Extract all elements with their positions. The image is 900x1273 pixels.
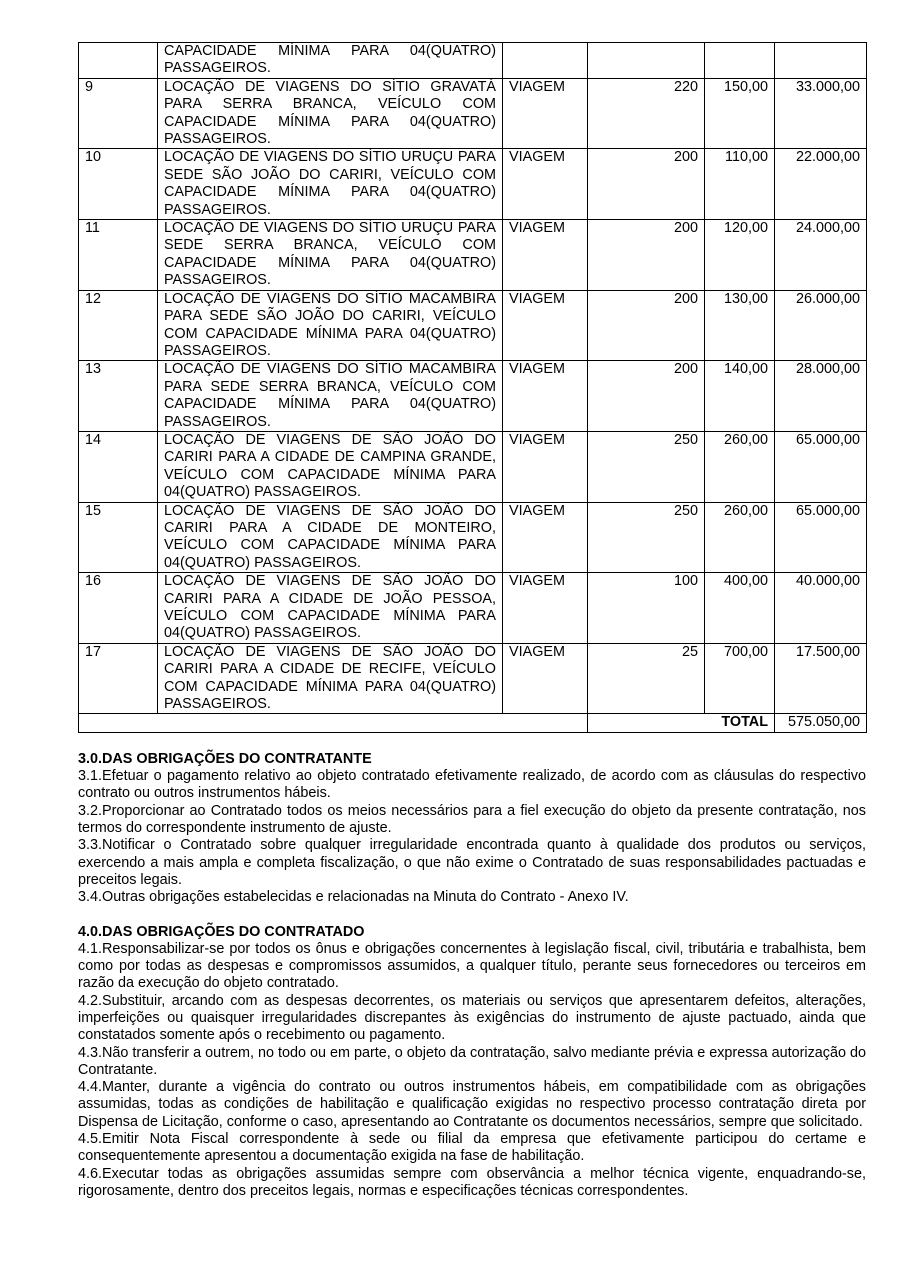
table-row [79,431,867,502]
description-cell: LOCAÇÃO DE VIAGENS DE SÃO JOÃO DO CARIRI PARA A CIDADE DE MONTEIRO, VEÍCULO COM CAPACIDADE MÍNIMA PARA 04(QUATRO) PASSAGEIROS. [158,502,503,573]
unit-price-cell: 260,00 [705,431,775,502]
unit-price-cell: 120,00 [705,220,775,291]
table-row [79,361,867,432]
quantity-cell: 25 [588,643,705,714]
quantity-cell: 100 [588,573,705,644]
item-number-cell: 17 [79,643,158,714]
table-row [79,290,867,361]
description-cell: LOCAÇÃO DE VIAGENS DO SÍTIO URUÇU PARA SEDE SÃO JOÃO DO CARIRI, VEÍCULO COM CAPACIDADE MÍNIMA PARA 04(QUATRO) PASSAGEIROS. [158,149,503,220]
section-3-paragraph: 3.2.Proporcionar ao Contratado todos os meios necessários para a fiel execução do objeto da presente contratação, nos termos do correspondente instrumento de ajuste. [78,802,866,837]
quantity-cell: 200 [588,220,705,291]
unit-price-cell [705,43,775,79]
total-cell: 17.500,00 [775,643,867,714]
total-cell: 24.000,00 [775,220,867,291]
quantity-cell: 200 [588,361,705,432]
quantity-cell: 250 [588,502,705,573]
section-3-heading: 3.0.DAS OBRIGAÇÕES DO CONTRATANTE [78,750,372,767]
description-cell: LOCAÇÃO DE VIAGENS DE SÃO JOÃO DO CARIRI PARA A CIDADE DE JOÃO PESSOA, VEÍCULO COM CAPACIDADE MÍNIMA PARA 04(QUATRO) PASSAGEIROS. [158,573,503,644]
table-row [79,643,867,714]
description-cell: LOCAÇÃO DE VIAGENS DO SÍTIO URUÇU PARA SEDE SERRA BRANCA, VEÍCULO COM CAPACIDADE MÍNIMA PARA 04(QUATRO) PASSAGEIROS. [158,220,503,291]
unit-cell: VIAGEM [503,290,588,361]
unit-cell: VIAGEM [503,361,588,432]
unit-price-cell: 140,00 [705,361,775,432]
table-row [79,43,867,79]
item-number-cell: 12 [79,290,158,361]
description-cell: LOCAÇÃO DE VIAGENS DE SÃO JOÃO DO CARIRI PARA A CIDADE DE RECIFE, VEÍCULO COM CAPACIDADE MÍNIMA PARA 04(QUATRO) PASSAGEIROS. [158,643,503,714]
unit-cell: VIAGEM [503,220,588,291]
quantity-cell: 220 [588,78,705,149]
contractor-obligations-section [78,751,866,907]
total-cell: 65.000,00 [775,502,867,573]
total-row-blank [79,714,588,732]
quantity-cell: 250 [588,431,705,502]
item-number-cell [79,43,158,79]
unit-cell: VIAGEM [503,431,588,502]
unit-price-cell: 700,00 [705,643,775,714]
section-4-paragraph: 4.6.Executar todas as obrigações assumidas sempre com observância a melhor técnica vigente, enquadrando-se, rigorosamente, dentro dos preceitos legais, normas e especificações técnicas correspondentes. [78,1165,866,1199]
quantity-cell [588,43,705,79]
total-cell: 65.000,00 [775,431,867,502]
total-cell: 40.000,00 [775,573,867,644]
section-4-heading: 4.0.DAS OBRIGAÇÕES DO CONTRATADO [78,923,365,940]
unit-price-cell: 150,00 [705,78,775,149]
section-3-paragraph: 3.1.Efetuar o pagamento relativo ao objeto contratado efetivamente realizado, de acordo com as cláusulas do respectivo contrato ou outros instrumentos hábeis. [78,768,866,802]
description-cell: LOCAÇÃO DE VIAGENS DO SÍTIO MACAMBIRA PARA SEDE SERRA BRANCA, VEÍCULO COM CAPACIDADE MÍNIMA PARA 04(QUATRO) PASSAGEIROS. [158,361,503,432]
total-cell: 28.000,00 [775,361,867,432]
description-cell: LOCAÇÃO DE VIAGENS DO SÍTIO MACAMBIRA PARA SEDE SÃO JOÃO DO CARIRI, VEÍCULO COM CAPACIDADE MÍNIMA PARA 04(QUATRO) PASSAGEIROS. [158,290,503,361]
table-row [79,573,867,644]
description-cell: LOCAÇÃO DE VIAGENS DE SÃO JOÃO DO CARIRI PARA A CIDADE DE CAMPINA GRANDE, VEÍCULO COM CAPACIDADE MÍNIMA PARA 04(QUATRO) PASSAGEIROS. [158,431,503,502]
section-4-paragraph: 4.3.Não transferir a outrem, no todo ou em parte, o objeto da contratação, salvo mediante prévia e expressa autorização do Contratante. [78,1044,866,1078]
quantity-cell: 200 [588,149,705,220]
table-row [79,502,867,573]
item-number-cell: 10 [79,149,158,220]
item-number-cell: 11 [79,220,158,291]
section-4-paragraph: 4.1.Responsabilizar-se por todos os ônus e obrigações concernentes à legislação fiscal, civil, tributária e trabalhista, bem como por todas as despesas e compromissos assumidos, a qualquer título, perante seus fornecedores ou terceiros em razão da execução do objeto contratado. [78,940,866,992]
total-cell: 33.000,00 [775,78,867,149]
unit-cell: VIAGEM [503,573,588,644]
unit-price-cell: 400,00 [705,573,775,644]
unit-cell [503,43,588,79]
items-table [78,42,867,733]
description-cell: CAPACIDADE MÍNIMA PARA 04(QUATRO) PASSAGEIROS. [158,43,503,79]
table-row [79,78,867,149]
total-value: 575.050,00 [775,714,867,732]
total-cell: 22.000,00 [775,149,867,220]
section-4-paragraph: 4.4.Manter, durante a vigência do contrato ou outros instrumentos hábeis, em compatibilidade com as obrigações assumidas, todas as condições de habilitação e qualificação exigidas no respectivo processo contratação direta por Dispensa de Licitação, conforme o caso, apresentando ao Contratante os documentos necessários, sempre que solicitado. [78,1079,866,1130]
section-3-paragraph: 3.4.Outras obrigações estabelecidas e relacionadas na Minuta do Contrato - Anexo IV. [78,889,629,906]
item-number-cell: 13 [79,361,158,432]
total-label: TOTAL [588,714,775,732]
item-number-cell: 9 [79,78,158,149]
item-number-cell: 16 [79,573,158,644]
contracted-obligations-section [78,924,866,1201]
items-table-body [79,43,867,714]
unit-cell: VIAGEM [503,149,588,220]
unit-price-cell: 130,00 [705,290,775,361]
item-number-cell: 15 [79,502,158,573]
description-cell: LOCAÇÃO DE VIAGENS DO SÍTIO GRAVATÁ PARA SERRA BRANCA, VEÍCULO COM CAPACIDADE MÍNIMA PARA 04(QUATRO) PASSAGEIROS. [158,78,503,149]
total-cell: 26.000,00 [775,290,867,361]
table-row [79,149,867,220]
section-3-paragraph: 3.3.Notificar o Contratado sobre qualquer irregularidade encontrada quanto à qualidade dos produtos ou serviços, exercendo a mais ampla e completa fiscalização, o que não exime o Contratado de suas responsabilidades pactuadas e preceitos legais. [78,837,866,888]
unit-price-cell: 110,00 [705,149,775,220]
total-cell [775,43,867,79]
quantity-cell: 200 [588,290,705,361]
total-row [79,714,867,732]
unit-cell: VIAGEM [503,643,588,714]
section-4-paragraph: 4.5.Emitir Nota Fiscal correspondente à sede ou filial da empresa que efetivamente participou do certame e consequentemente apresentou a documentação exigida na fase de habilitação. [78,1131,866,1165]
unit-cell: VIAGEM [503,78,588,149]
unit-cell: VIAGEM [503,502,588,573]
document-page [78,42,866,1200]
table-row [79,220,867,291]
item-number-cell: 14 [79,431,158,502]
section-4-paragraph: 4.2.Substituir, arcando com as despesas decorrentes, os materiais ou serviços que apresentarem defeitos, alterações, imperfeições ou quaisquer irregularidades discrepantes às exigências do instrumento de ajuste pactuado, ainda que constatados somente após o recebimento ou pagamento. [78,992,866,1044]
unit-price-cell: 260,00 [705,502,775,573]
